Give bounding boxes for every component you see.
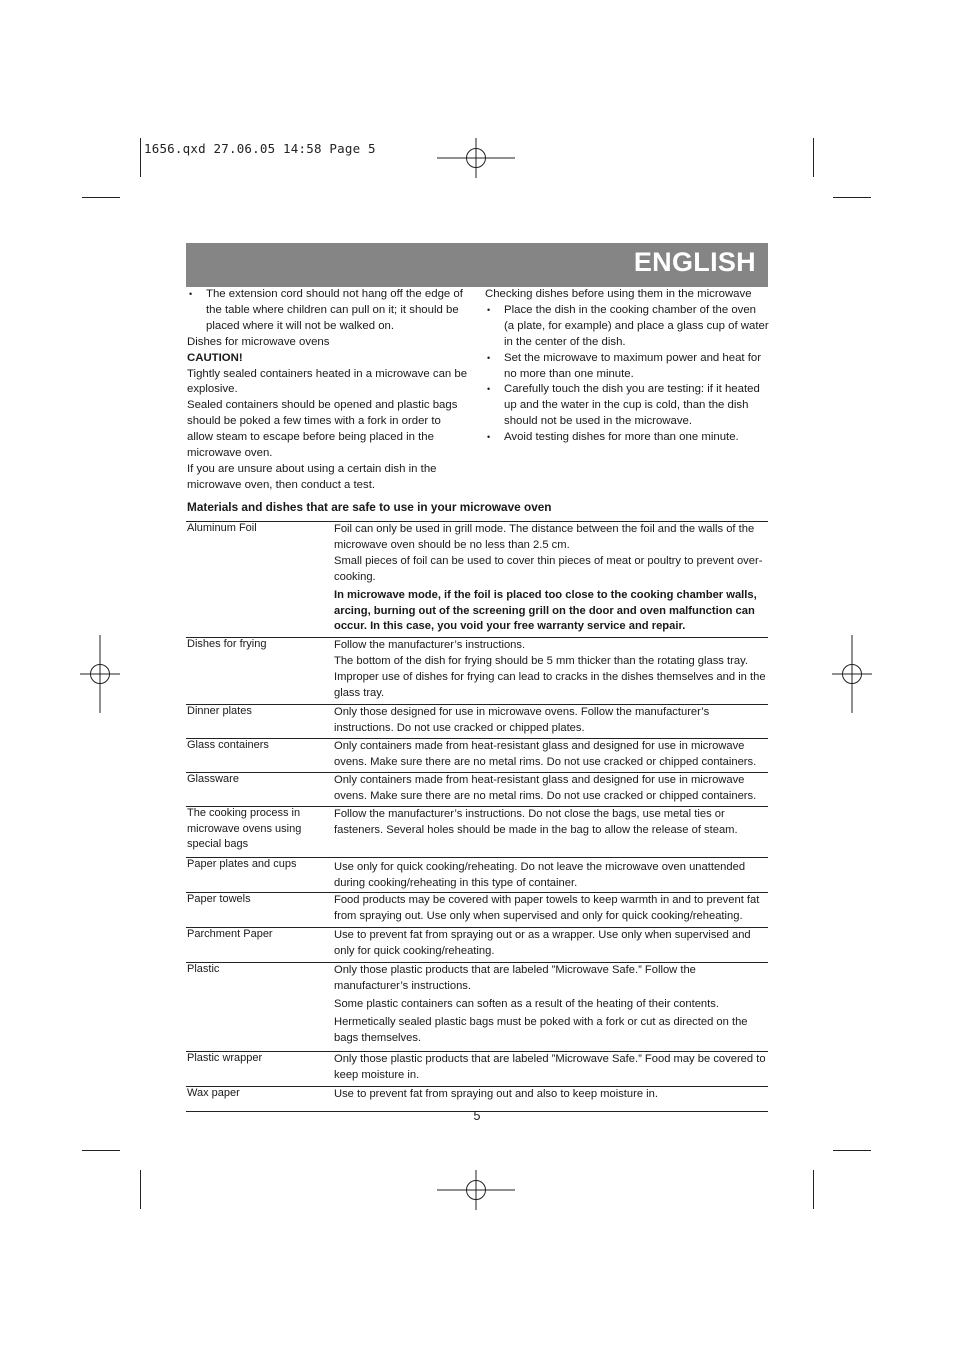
- material-description: [334, 858, 768, 892]
- page-number: 5: [473, 1109, 481, 1123]
- table-row: [186, 521, 768, 637]
- materials-table: [186, 521, 768, 1112]
- right-heading: Checking dishes before using them in the microwave: [485, 288, 752, 300]
- bullet-text: The extension cord should not hang off the edge of the table where children can pull on it; it should be placed where it will not be walked on.: [206, 288, 463, 332]
- material-name: Aluminum Foil: [187, 522, 257, 534]
- print-slug: 1656.qxd 27.06.05 14:58 Page 5: [144, 141, 376, 156]
- bullet-text: Set the microwave to maximum power and heat for no more than one minute.: [504, 351, 762, 380]
- table-row: [186, 892, 768, 927]
- crop-mark: [833, 197, 871, 198]
- registration-mark-bottom: [437, 1170, 515, 1210]
- description-line: Use to prevent fat from spraying out and also to keep moisture in.: [334, 1088, 658, 1100]
- material-description: [334, 739, 768, 771]
- material-name: The cooking process in microwave ovens using special bags: [187, 807, 302, 850]
- language-title: ENGLISH: [633, 247, 756, 277]
- right-column: [485, 287, 769, 446]
- bullet-text: Carefully touch the dish you are testing: if it heated up and the water in the cup is cold, than the dish should not be used in the microwave.: [504, 383, 760, 428]
- bullet-item: [485, 430, 769, 446]
- crop-mark: [813, 138, 814, 177]
- dishes-heading: Dishes for microwave ovens: [187, 335, 330, 348]
- language-header-bar: [186, 243, 768, 287]
- bullet-item: [485, 303, 769, 351]
- material-description: [334, 928, 768, 960]
- material-name: Plastic wrapper: [187, 1052, 263, 1064]
- registration-mark-top: [437, 138, 515, 178]
- material-name: Paper towels: [187, 893, 251, 905]
- description-line: Some plastic containers can soften as a result of the heating of their contents.: [334, 997, 719, 1010]
- table-row: [186, 806, 768, 857]
- table-row: [186, 772, 768, 806]
- table-row: [186, 704, 768, 738]
- material-name: Glass containers: [187, 739, 269, 751]
- material-description: [334, 1052, 768, 1084]
- description-line: Only those designed for use in microwave ovens. Follow the manufacturer’s instructions. Do not use cracked or chipped plates.: [334, 706, 710, 734]
- bullet-item: [485, 351, 769, 383]
- description-line: Hermetically sealed plastic bags must be poked with a fork or cut as directed on the bags themselves.: [334, 1015, 748, 1044]
- crop-mark: [140, 1170, 141, 1209]
- bullet-dot: •: [189, 289, 193, 299]
- crop-mark: [82, 197, 120, 198]
- material-description: [334, 1087, 768, 1103]
- paragraph: Sealed containers should be opened and plastic bags should be poked a few times with a fork in order to allow steam to escape before being placed in the microwave oven.: [187, 399, 458, 460]
- description-line: Only containers made from heat-resistant glass and designed for use in microwave ovens. Make sure there are no metal rims. Do not use cracked or chipped containers.: [334, 774, 757, 802]
- material-name: Wax paper: [187, 1087, 240, 1099]
- bullet-dot: •: [487, 384, 491, 395]
- description-line: Food products may be covered with paper towels to keep warmth in and to prevent fat from spraying out. Use only when supervised and only for quick cooking/reheating.: [334, 894, 760, 922]
- table-row: [186, 637, 768, 704]
- description-line: Follow the manufacturer’s instructions. Do not close the bags, use metal ties or fasteners. Several holes should be made in the bag to allow the release of steam.: [334, 808, 738, 836]
- material-description: [334, 705, 768, 737]
- table-row: [186, 927, 768, 962]
- table-row: [186, 857, 768, 892]
- paragraph: If you are unsure about using a certain dish in the microwave oven, then conduct a test.: [187, 462, 437, 491]
- left-column: [187, 287, 469, 494]
- bullet-item: [187, 287, 469, 335]
- material-name: Parchment Paper: [187, 928, 273, 940]
- bullet-text: Place the dish in the cooking chamber of the oven (a plate, for example) and place a glass cup of water in the center of the dish.: [504, 303, 769, 348]
- table-title: Materials and dishes that are safe to use in your microwave oven: [187, 500, 552, 514]
- bullet-dot: •: [487, 352, 491, 363]
- bullet-dot: •: [487, 432, 491, 443]
- description-line: Improper use of dishes for frying can lead to cracks in the dishes themselves and in the glass tray.: [334, 670, 766, 699]
- registration-mark-left: [80, 635, 120, 713]
- description-line: The bottom of the dish for frying should be 5 mm thicker than the rotating glass tray.: [334, 654, 748, 667]
- material-name: Glassware: [187, 773, 239, 785]
- material-description: [334, 893, 768, 925]
- material-description: [334, 638, 768, 702]
- description-line: Only those plastic products that are labeled ”Microwave Safe.” Food may be covered to keep moisture in.: [334, 1053, 766, 1081]
- crop-mark: [813, 1170, 814, 1209]
- description-line: Use only for quick cooking/reheating. Do not leave the microwave oven unattended during cooking/reheating in this type of container.: [334, 861, 746, 889]
- crop-mark: [140, 138, 141, 177]
- description-line: Use to prevent fat from spraying out or as a wrapper. Use only when supervised and only for quick cooking/reheating.: [334, 929, 751, 957]
- bullet-item: [485, 382, 769, 430]
- table-row: [186, 1086, 768, 1111]
- material-description: [334, 773, 768, 805]
- description-line: Only those plastic products that are labeled ”Microwave Safe.” Follow the manufacturer’s instructions.: [334, 964, 696, 992]
- material-description: [334, 807, 768, 839]
- description-line: Foil can only be used in grill mode. The distance between the foil and the walls of the microwave oven should be no less than 2.5 cm.: [334, 523, 755, 551]
- material-name: Plastic: [187, 963, 220, 975]
- material-name: Dishes for frying: [187, 638, 267, 650]
- table-row: [186, 738, 768, 772]
- crop-mark: [82, 1150, 120, 1151]
- bullet-dot: •: [487, 304, 491, 315]
- material-name: Dinner plates: [187, 705, 252, 717]
- material-name: Paper plates and cups: [187, 858, 297, 870]
- table-row: [186, 962, 768, 1051]
- description-line: Follow the manufacturer’s instructions.: [334, 639, 526, 651]
- material-description: [334, 522, 768, 635]
- table-row: [186, 1051, 768, 1086]
- registration-mark-right: [832, 635, 872, 713]
- material-description: [334, 963, 768, 1047]
- crop-mark: [833, 1150, 871, 1151]
- warning-line: In microwave mode, if the foil is placed too close to the cooking chamber walls, arcing, burning out of the screening grill on the door and oven malfunction can occur. In this case, you void your free warranty service and repair.: [334, 588, 757, 633]
- caution-label: CAUTION!: [187, 351, 243, 364]
- paragraph: Tightly sealed containers heated in a microwave can be explosive.: [187, 367, 468, 396]
- description-line: Only containers made from heat-resistant glass and designed for use in microwave ovens. Make sure there are no metal rims. Do not use cracked or chipped containers.: [334, 740, 757, 768]
- description-line: Small pieces of foil can be used to cover thin pieces of meat or poultry to prevent over-cooking.: [334, 554, 763, 583]
- bullet-text: Avoid testing dishes for more than one minute.: [504, 431, 739, 444]
